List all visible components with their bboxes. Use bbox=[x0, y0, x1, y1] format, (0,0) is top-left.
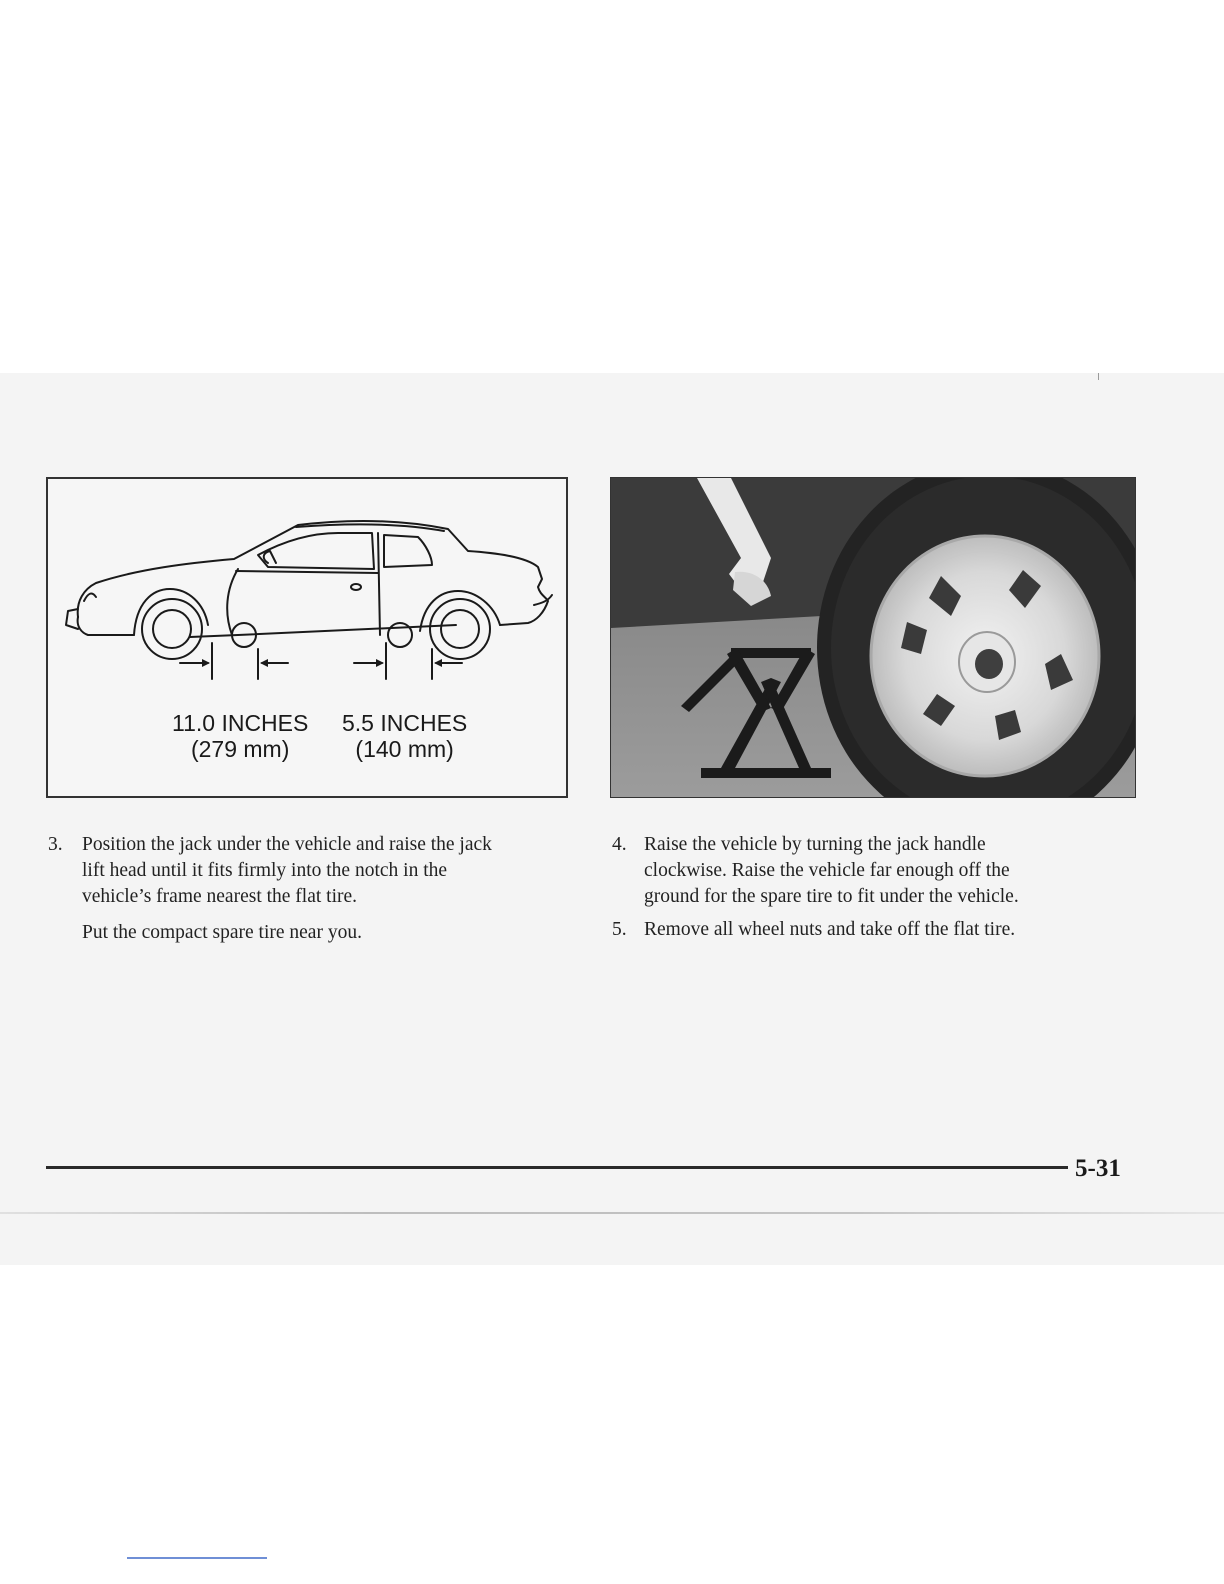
step-5 bbox=[612, 917, 1112, 943]
step-3-line: lift head until it fits firmly into the notch in the bbox=[82, 860, 448, 881]
rear-measure-inches: 5.5 INCHES bbox=[342, 710, 468, 736]
scan-edge-divider bbox=[0, 1212, 1224, 1214]
step-3 bbox=[48, 832, 578, 946]
jack-photo-figure bbox=[610, 477, 1136, 798]
front-measure-label bbox=[172, 710, 308, 762]
step-4-line: Raise the vehicle by turning the jack handle bbox=[644, 834, 986, 855]
step-4-line: ground for the spare tire to fit under the vehicle. bbox=[644, 886, 1019, 907]
step-5-number: 5. bbox=[612, 919, 627, 940]
jacking-points-figure bbox=[46, 477, 568, 798]
page-number: 5-31 bbox=[1075, 1155, 1121, 1182]
step-4 bbox=[612, 832, 1112, 910]
footer-rule bbox=[46, 1166, 1068, 1169]
front-measure-mm: (279 mm) bbox=[190, 736, 290, 762]
rear-measure-label bbox=[342, 710, 467, 762]
step-3-note: Put the compact spare tire near you. bbox=[82, 922, 362, 943]
step-3-number: 3. bbox=[48, 834, 63, 855]
rear-measure-mm: (140 mm) bbox=[355, 736, 454, 762]
scan-mark bbox=[1098, 373, 1099, 380]
step-3-line: vehicle’s frame nearest the flat tire. bbox=[82, 886, 358, 907]
step-5-line: Remove all wheel nuts and take off the flat tire. bbox=[644, 919, 1016, 940]
step-3-line: Position the jack under the vehicle and raise the jack bbox=[82, 834, 492, 855]
step-4-line: clockwise. Raise the vehicle far enough off the bbox=[644, 860, 1010, 881]
bottom-underline bbox=[127, 1557, 267, 1559]
front-measure-inches: 11.0 INCHES bbox=[172, 710, 309, 736]
jack-under-wheel-photo-icon bbox=[611, 478, 1136, 798]
step-4-number: 4. bbox=[612, 834, 627, 855]
